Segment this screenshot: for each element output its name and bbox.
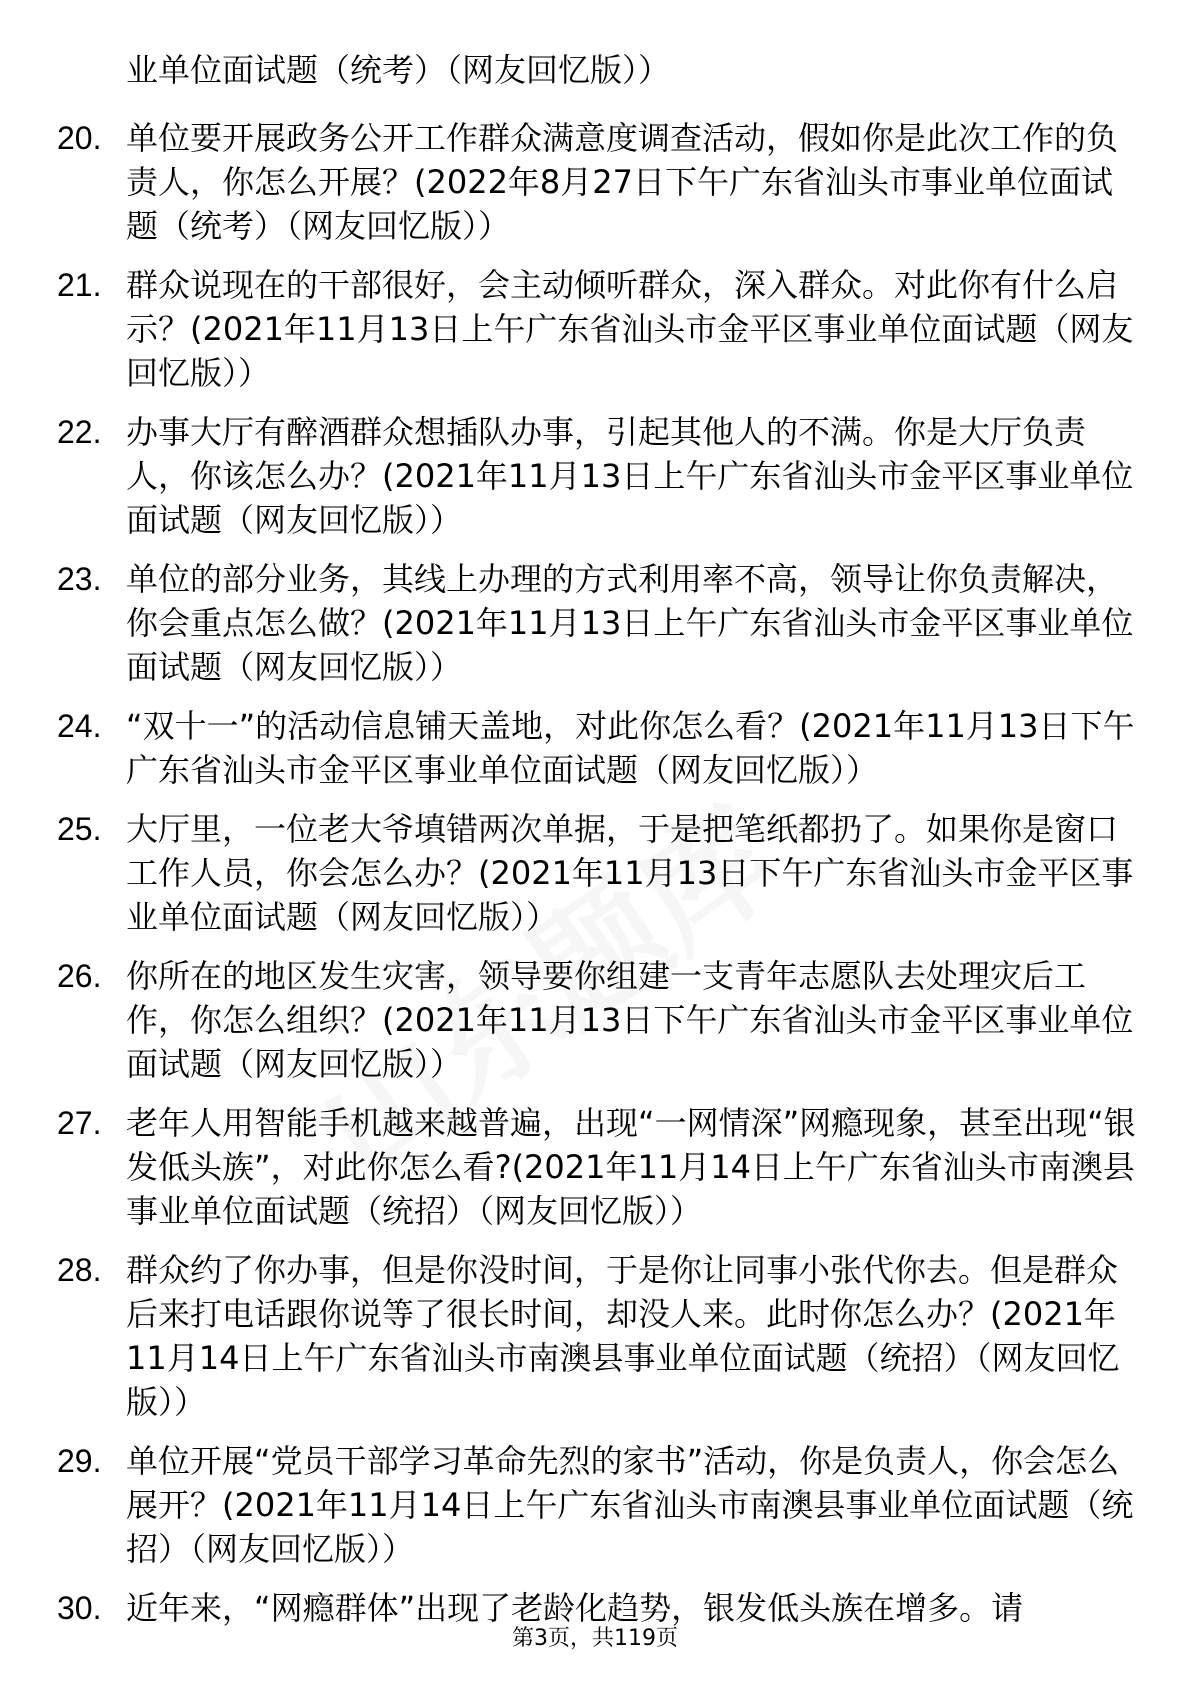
question-number: 25. bbox=[57, 811, 102, 847]
question-number: 29. bbox=[57, 1443, 102, 1479]
question-number: 27. bbox=[57, 1105, 102, 1141]
question-number: 28. bbox=[57, 1252, 102, 1288]
question-number: 24. bbox=[57, 708, 102, 744]
question-number: 26. bbox=[57, 958, 102, 994]
question-text: 大厅里，一位老大爷填错两次单据，于是把笔纸都扔了。如果你是窗口工作人员，你会怎么办？(2021年11月13日下午广东省汕头市金平区事业单位面试题（网友回忆版）） bbox=[126, 810, 1134, 936]
question-list bbox=[0, 116, 1190, 1645]
question-text: 群众约了你办事，但是你没时间，于是你让同事小张代你去。但是群众后来打电话跟你说等了很长时间，却没人来。此时你怎么办？(2021年11月14日上午广东省汕头市南澳县事业单位面试题（统招）（网友回忆版）） bbox=[126, 1251, 1120, 1421]
question-text: 近年来，“网瘾群体”出现了老龄化趋势，银发低头族在增多。请 bbox=[126, 1589, 1024, 1627]
question-item-22 bbox=[0, 410, 1136, 542]
question-text: 单位要开展政务公开工作群众满意度调查活动，假如你是此次工作的负责人，你怎么开展？(2022年8月27日下午广东省汕头市事业单位面试题（统考）（网友回忆版）） bbox=[126, 119, 1119, 245]
question-item-21 bbox=[0, 263, 1136, 395]
question-item-24 bbox=[0, 704, 1136, 792]
question-item-23 bbox=[0, 557, 1136, 689]
question-item-29 bbox=[0, 1439, 1136, 1571]
question-text: 老年人用智能手机越来越普遍，出现“一网情深”网瘾现象，甚至出现“银发低头族”，对此你怎么看?(2021年11月14日上午广东省汕头市南澳县事业单位面试题（统招）（网友回忆版）） bbox=[126, 1104, 1136, 1230]
question-item-20 bbox=[0, 116, 1136, 248]
question-item-25 bbox=[0, 807, 1136, 939]
question-text: 单位的部分业务，其线上办理的方式利用率不高，领导让你负责解决，你会重点怎么做？(2021年11月13日上午广东省汕头市金平区事业单位面试题（网友回忆版）） bbox=[126, 560, 1134, 686]
question-item-28 bbox=[0, 1248, 1136, 1424]
page-footer: 第3页，共119页 bbox=[512, 1626, 678, 1651]
question-item-27 bbox=[0, 1101, 1136, 1233]
question-text: 群众说现在的干部很好，会主动倾听群众，深入群众。对此你有什么启示？(2021年11月13日上午广东省汕头市金平区事业单位面试题（网友回忆版）） bbox=[126, 266, 1134, 392]
question-number: 20. bbox=[57, 120, 102, 156]
question-text: 你所在的地区发生灾害，领导要你组建一支青年志愿队去处理灾后工作，你怎么组织？(2021年11月13日下午广东省汕头市金平区事业单位面试题（网友回忆版）） bbox=[126, 957, 1134, 1083]
question-text: “双十一”的活动信息铺天盖地，对此你怎么看？(2021年11月13日下午广东省汕头市金平区事业单位面试题（网友回忆版）） bbox=[126, 707, 1135, 789]
question-number: 21. bbox=[57, 267, 102, 303]
question-text: 办事大厅有醉酒群众想插队办事，引起其他人的不满。你是大厅负责人，你该怎么办？(2021年11月13日上午广东省汕头市金平区事业单位面试题（网友回忆版）） bbox=[126, 413, 1134, 539]
continued-question-text: 业单位面试题（统考）（网友回忆版）） bbox=[126, 51, 671, 89]
question-number: 22. bbox=[57, 414, 102, 450]
question-number: 23. bbox=[57, 561, 102, 597]
question-item-26 bbox=[0, 954, 1136, 1086]
question-text: 单位开展“党员干部学习革命先烈的家书”活动，你是负责人，你会怎么展开？(2021年11月14日上午广东省汕头市南澳县事业单位面试题（统招）（网友回忆版）） bbox=[126, 1442, 1134, 1568]
question-number: 30. bbox=[57, 1590, 102, 1626]
